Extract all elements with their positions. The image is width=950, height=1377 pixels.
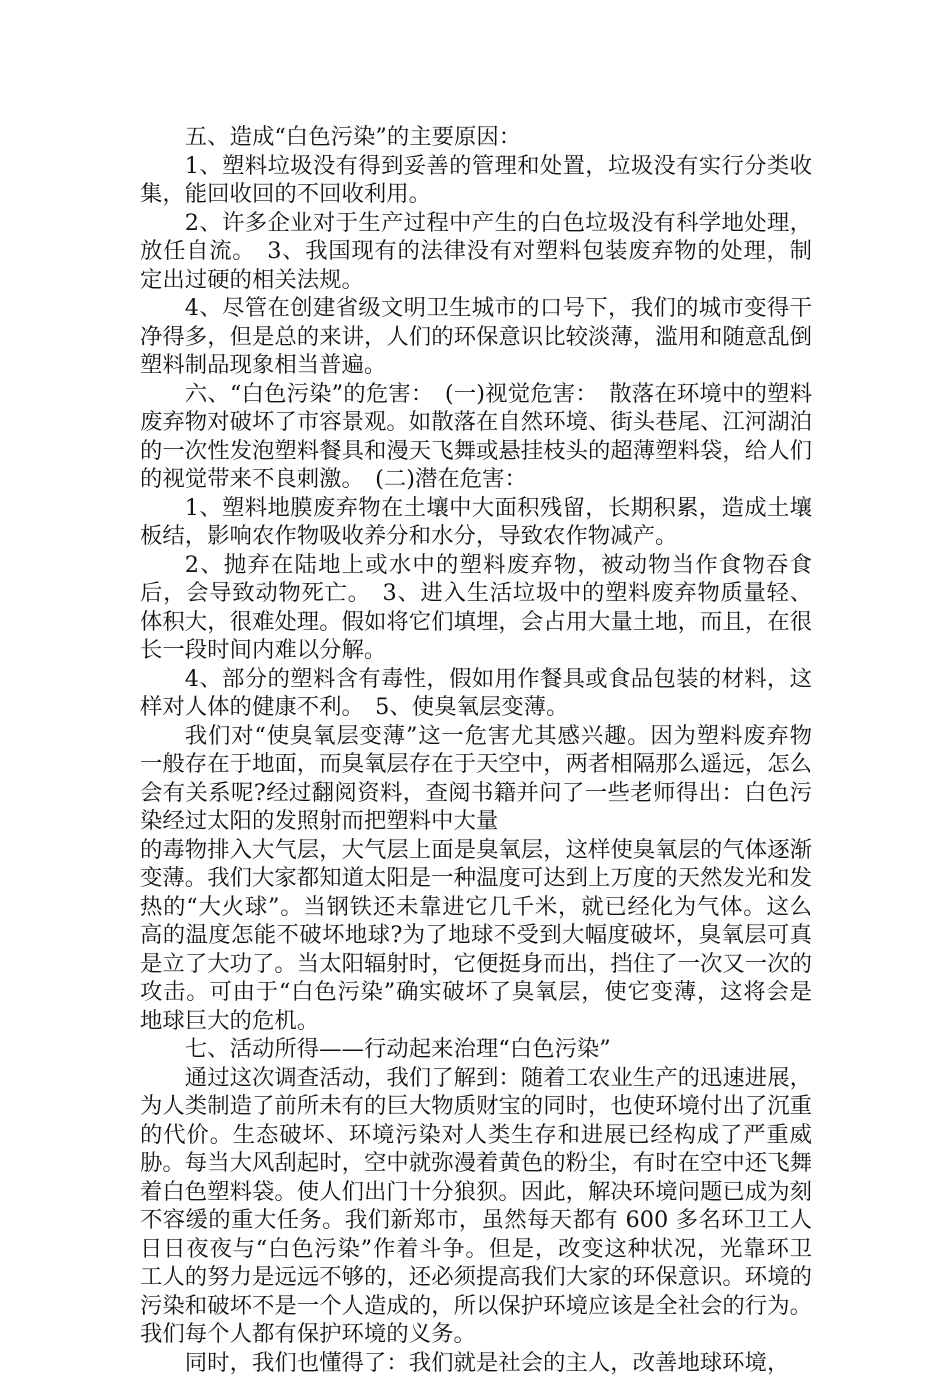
paragraph-harm-1: 1、塑料地膜废弃物在土壤中大面积残留，长期积累，造成土壤板结，影响农作物吸收养分和水分，导致农作物减产。 (140, 494, 812, 551)
paragraph-cause-2-3: 2、许多企业对于生产过程中产生的白色垃圾没有科学地处理，放任自流。 3、我国现有的法律没有对塑料包装废弃物的处理，制定出过硬的相关法规。 (140, 209, 812, 295)
section-heading-harms: 六、“白色污染”的危害： (一)视觉危害： 散落在环境中的塑料废弃物对破坏了市容景观。如散落在自然环境、街头巷尾、江河湖泊的一次性发泡塑料餐具和漫天飞舞或悬挂枝头的超薄塑料袋，给人们的视觉带来不良刺激。 (二)潜在危害： (140, 380, 812, 494)
paragraph-cause-1: 1、塑料垃圾没有得到妥善的管理和处置，垃圾没有实行分类收集，能回收回的不回收利用。 (140, 152, 812, 209)
section-heading-causes: 五、造成“白色污染”的主要原因： (140, 123, 812, 152)
document-body (140, 123, 812, 1377)
paragraph-outcomes: 通过这次调查活动，我们了解到：随着工农业生产的迅速进展，为人类制造了前所未有的巨大物质财宝的同时，也使环境付出了沉重的代价。生态破坏、环境污染对人类生存和进展已经构成了严重威胁。每当大风刮起时，空中就弥漫着黄色的粉尘，有时在空中还飞舞着白色塑料袋。使人们出门十分狼狈。因此，解决环境问题已成为刻不容缓的重大任务。我们新郑市，虽然每天都有 600 多名环卫工人日日夜夜与“白色污染”作着斗争。但是，改变这种状况，光靠环卫工人的努力是远远不够的，还必须提高我们大家的环保意识。环境的污染和破坏不是一个人造成的，所以保护环境应该是全社会的行为。我们每个人都有保护环境的义务。 (140, 1064, 812, 1349)
paragraph-harm-4-5: 4、部分的塑料含有毒性，假如用作餐具或食品包装的材料，这样对人体的健康不利。 5、使臭氧层变薄。 (140, 665, 812, 722)
paragraph-ozone-continued: 的毒物排入大气层，大气层上面是臭氧层，这样使臭氧层的气体逐渐变薄。我们大家都知道太阳是一种温度可达到上万度的天然发光和发热的“大火球”。当钢铁还未靠进它几千米，就已经化为气体。这么高的温度怎能不破坏地球?为了地球不受到大幅度破坏，臭氧层可真是立了大功了。当太阳辐射时，它便挺身而出，挡住了一次又一次的攻击。可由于“白色污染”确实破坏了臭氧层，使它变薄，这将会是地球巨大的危机。 (140, 836, 812, 1036)
paragraph-ozone-interest: 我们对“使臭氧层变薄”这一危害尤其感兴趣。因为塑料废弃物一般存在于地面，而臭氧层存在于天空中，两者相隔那么遥远，怎么会有关系呢?经过翻阅资料，查阅书籍并问了一些老师得出：白色污染经过太阳的发照射而把塑料中大量 (140, 722, 812, 836)
paragraph-cause-4: 4、尽管在创建省级文明卫生城市的口号下，我们的城市变得干净得多，但是总的来讲，人们的环保意识比较淡薄，滥用和随意乱倒塑料制品现象相当普遍。 (140, 294, 812, 380)
paragraph-conclusion-start: 同时，我们也懂得了：我们就是社会的主人，改善地球环境， (140, 1349, 812, 1377)
paragraph-harm-2-3: 2、抛弃在陆地上或水中的塑料废弃物，被动物当作食物吞食后，会导致动物死亡。 3、进入生活垃圾中的塑料废弃物质量轻、体积大，很难处理。假如将它们填埋，会占用大量土地，而且，在很长一段时间内难以分解。 (140, 551, 812, 665)
section-heading-outcomes: 七、活动所得——行动起来治理“白色污染” (140, 1035, 812, 1064)
